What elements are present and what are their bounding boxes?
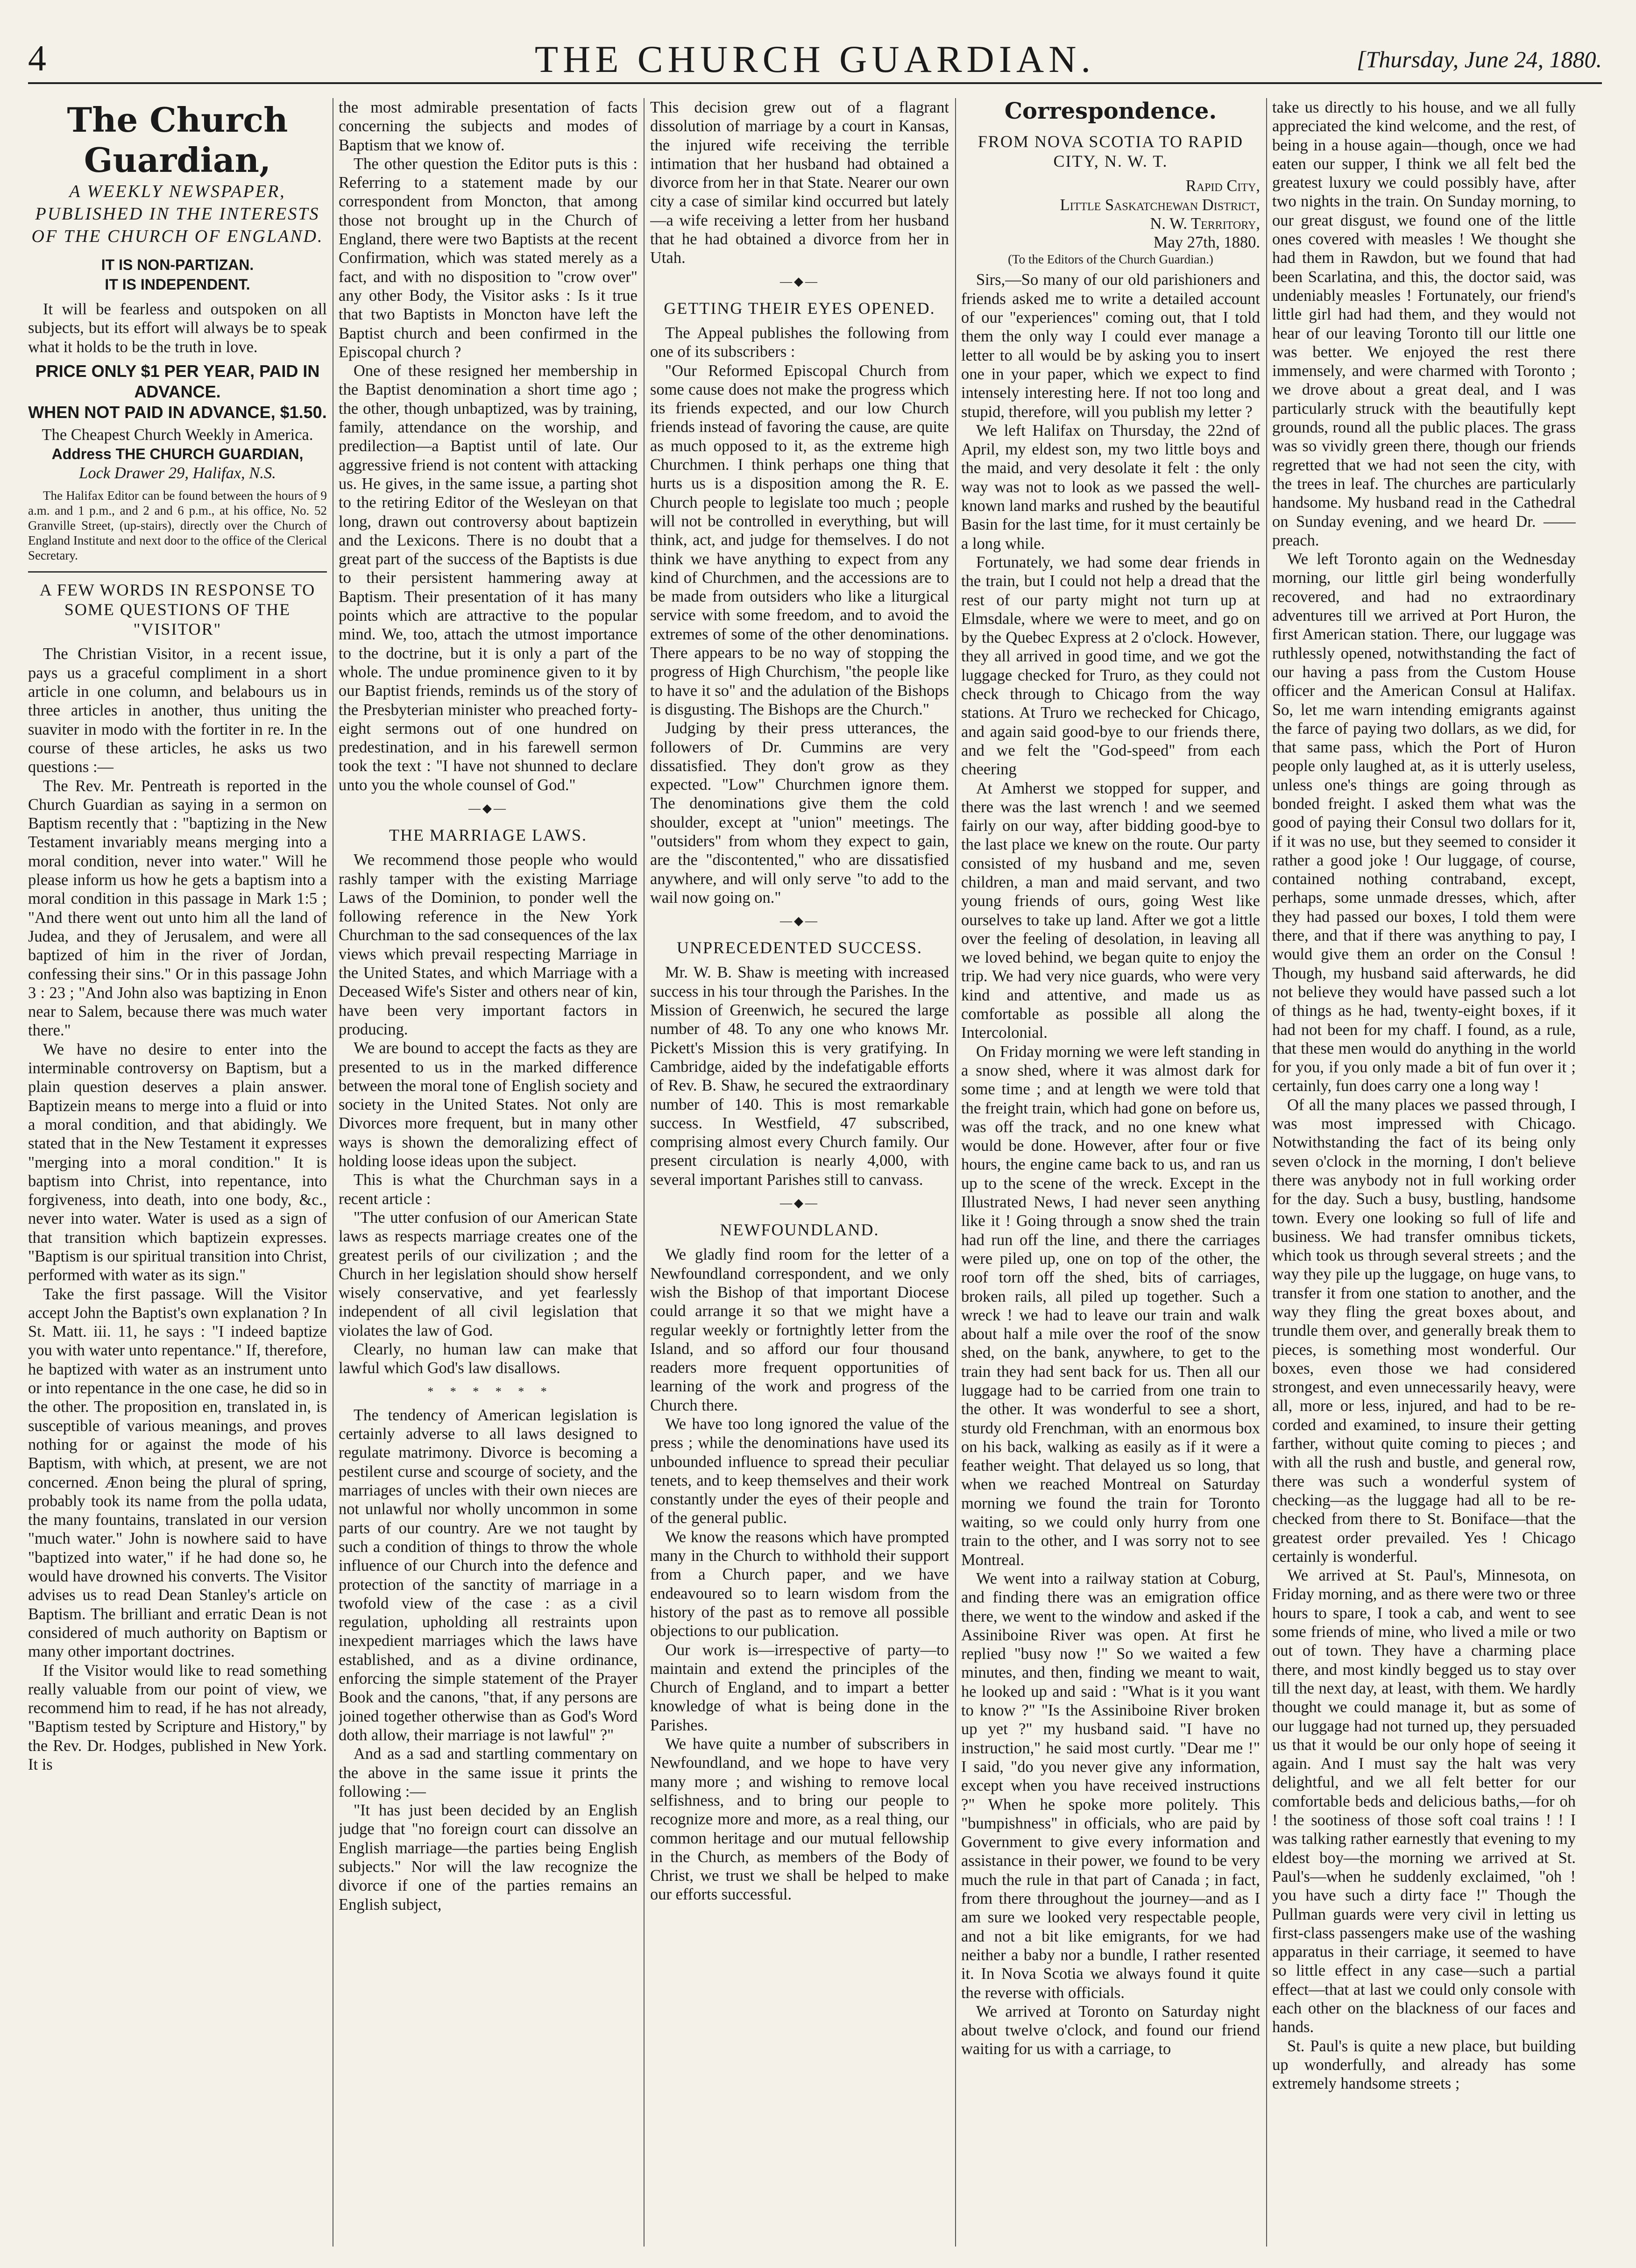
paragraph: We recommend those people who would rashly tamper with the existing Marriage Laws of the Dominion, to ponder well the following reference in the New York Churchman to the sad consequences of the lax views which prevail respecting Marriage in the United States, and which Marriage with a Deceased Wife's Sister and others near of kin, have been very important factors in producing. [339,851,637,1038]
paragraph: Judging by their press utterances, the followers of Dr. Cummins are very dissatisfied. They don't grow as they expected. "Low" Churchmen ignore them. The denominations give them the cold shoulder, except at "union" meetings. The "outsiders" from whom they expect to gain, are the "discontented," who are dissatisfied anywhere, and will only serve "to add to the wail now going on." [650,719,949,907]
paragraph: The Rev. Mr. Pentreath is reported in the Church Guardian as saying in a sermon on Baptism recently that : "baptizing in the New Testament invariably means merging into a moral condition, never into water." Will he please inform us how he gets a baptism into a moral condition in this passage in Mark 1:5 ; "And there went out unto him all the land of Judea, and they of Jerusalem, and were all baptized of him in the river of Jordan, confessing their sins." Or in this passage John 3 : 23 ; "And John also was baptizing in Enon near to Salem, because there was much water there." [28,777,327,1040]
paragraph: We left Halifax on Thursday, the 22nd of April, my eldest son, my two little boys and the maid, and very desolate it felt : the only way was not to look as we passed the well-known land marks and rushed by the beautiful Basin for the last time, for it must certainly be a long while. [961,421,1260,553]
paragraph: We have no desire to enter into the interminable controversy on Baptism, but a plain question deserves a plain answer. Baptizein means to merge into a fluid or into a moral condition, and that abidingly. We stated that in the New Testament it expresses "merging into a moral condition." It is baptism into Christ, into repentance, into forgiveness, into death, into one body, &c., never into water. Water is used as a sign of that transition which baptizein expresses. "Baptism is our spiritual transition into Christ, performed with water as its sign." [28,1040,327,1284]
masthead [28,33,1602,84]
issue-date: [Thursday, June 24, 1880. [1357,46,1602,72]
paragraph: We have too long ignored the value of the press ; while the denominations have used its unbounded influence to spread their peculiar tenets, and to keep themselves and their work constantly under the eyes of their people and of the general public. [650,1415,949,1527]
paragraph: "It has just been decided by an English judge that "no foreign court can dissolve an English marriage—the parties being English subjects." Nor will the law recognize the divorce if one of the parties remains an English subject, [339,1801,637,1914]
paragraph: "The utter confusion of our American State laws as respects marriage creates one of the greatest perils of our civilization ; and the Church in her legislation should show herself wisely conservative, and yet fearlessly independent of all civil legislation that violates the law of God. [339,1208,637,1340]
asterisk-divider: * * * * * * [427,1384,549,1398]
place-line: N. W. Territory, [1150,214,1260,233]
paragraph: Fortunately, we had some dear friends in the train, but I could not help a dread that the rest of our party might not turn up at Elmsdale, where we were to meet, and go on by the Quebec Express at 2 o'clock. However, they all arrived in good time, and we got the luggage checked for Truro, as they could not check through to Chicago from the way stations. At Truro we rechecked for Chicago, and again said good-bye to our friends there, and we felt the "God-speed" from each cheering [961,553,1260,779]
paragraph: We went into a railway station at Coburg, and finding there was an emigration office there, we went to the window and asked if the Assiniboine River was open. At first he replied "busy now !" So we waited a few minutes, and then, finding we meant to wait, he looked up and said : "What is it you want to know ?" "Is the Assiniboine River broken up yet ?" my husband said. "I have no instruction," he said most curtly. "Dear me !" I said, "do you never give any information, except when you have received instructions ?" When he spoke more politely. This "bumpishness" in officials, who are paid by Government to give every information and assistance in their power, we found to be very much the rule in that part of Canada ; in fact, from there throughout the journey—and as I am sure we looked very respectable people, and not a bit like emigrants, for we had neither a baby nor a bundle, I rather resented it. In Nova Scotia we always found it quite the reverse with officials. [961,1569,1260,2002]
column-rule [1266,98,1267,2247]
paragraph: We arrived at St. Paul's, Minnesota, on Friday morning, and as there were two or three hours to spare, I took a cab, and went to see some friends of mine, who lived a mile or two out of town. They have a charming place there, and most kindly begged us to stay over till the next day, at least, with them. We hardly thought we could manage it, but as some of our luggage had not turned up, they persuaded us that it would be our only hope of seeing it again. And I must say the halt was very delightful, and we all felt better for our comfortable beds and delicious baths,—for oh ! the sootiness of those soft coal trains ! ! I was talking rather earnestly that evening to my eldest boy—the morning we arrived at St. Paul's—when he suddenly exclaimed, "oh ! you have such a dirty face !" Though the Pullman guards were very civil in letting us first-class passengers make use of the washing apparatus in their carriage, it seemed to have so little effect in any case—such a partial effect—that at last we could only console with each other on the blackness of our faces and hands. [1272,1566,1576,2036]
price-line-1: PRICE ONLY $1 PER YEAR, PAID IN ADVANCE. [35,361,320,401]
column-4 [961,98,1260,2251]
page-number: 4 [28,38,46,78]
tagline: A WEEKLY NEWSPAPER, PUBLISHED IN THE INTERESTS OF THE CHURCH OF ENGLAND. [31,182,324,246]
place-line: Rapid City, [1185,177,1260,195]
article-title-eyes-opened: GETTING THEIR EYES OPENED. [664,298,935,318]
column-1 [28,98,327,2251]
paragraph: We are bound to accept the facts as they are presented to us in the marked difference between the moral tone of English society and society in the United States. Not only are Divorces more frequent, but in many other ways is shown the demoralizing effect of holding loose ideas upon the subject. [339,1039,637,1170]
paragraph: If the Visitor would like to read something really valuable from our point of view, we recommend him to read, if he has not already, "Baptism tested by Scripture and History," by the Rev. Dr. Hodges, published in New York. It is [28,1661,327,1773]
paragraph: St. Paul's is quite a new place, but building up wonderfully, and already has some extremely handsome streets ; [1272,2037,1576,2093]
correspondence-heading: Correspondence. [1004,98,1217,124]
paragraph: We know the reasons which have prompted many in the Church to withhold their support from a Church paper, and we have endeavoured so to learn wisdom from the history of the past as to remove all possible objections to our publication. [650,1528,949,1640]
column-rule [955,98,956,2247]
editor-note: The Halifax Editor can be found between the hours of 9 a.m. and 1 p.m., and 2 and 6 p.m., at his office, No. 52 Granville Street, (up-stairs), directly over the Church of England Institute and next door to the office of the Clerical Secretary. [28,489,327,563]
paragraph: Take the first passage. Will the Visitor accept John the Baptist's own explanation ? In St. Matt. iii. 11, he says : "I indeed baptize you with water unto repentance." If, therefore, he baptized with water as an instrument unto or into repentance in the one case, he did so in the other. The proposition en, translated in, is susceptible of various meanings, and proves nothing for or against the mode of his Baptism, with which, at present, we are not concerned. Ænon being the plural of spring, probably took its name from the polla udata, the many fountains, translated in our version "much water." John is nowhere said to have "baptized into water," if he had done so, he would have drowned his converts. The Visitor advises us to read Dean Stanley's article on Baptism. The brilliant and erratic Dean is not considered of much authority on Baptism or many other important doctrines. [28,1285,327,1661]
paragraph: On Friday morning we were left standing in a snow shed, where it was almost dark for some time ; and at length we were told that the freight train, which had gone on before us, was off the track, and no one knew what would be done. However, after four or five hours, the engine came back to us, and ran us up to the scene of the wreck. Except in the Illustrated News, I had never seen anything like it ! Going through a snow shed the train had run off the line, and there the carriages were piled up, one on top of the other, the roof torn off the shed, bits of carriages, broken rails, all piled up together. Such a wreck ! we had to leave our train and walk about half a mile over the roof of the snow shed, on the bank, anywhere, to get to the train they had sent back for us. Then all our luggage had to be carried from one train to the other. It was wonderful to see a short, sturdy old Frenchman, with an enormous box on his back, walking as easily as if it were a feather weight. That delayed us so long, that when we reached Montreal on Saturday morning we found the train for Toronto waiting, so we could only hurry from one train to the other, and I was sorry not to see Montreal. [961,1042,1260,1569]
independent-label: IT IS INDEPENDENT. [105,276,250,293]
price-line-2: WHEN NOT PAID IN ADVANCE, $1.50. [28,402,327,422]
article-title-newfoundland: NEWFOUNDLAND. [720,1220,879,1240]
to-editors: (To the Editors of the Church Guardian.) [1008,252,1213,267]
paragraph: "Our Reformed Episcopal Church from some cause does not make the progress which its friends expected, and our low Church friends instead of favoring the cause, are quite as much opposed to it, as the extreme high Churchmen. I think perhaps one thing that hurts us is a disposition among the R. E. Church people to legislate too much ; people will not be controlled in everything, but will think, act, and judge for themselves. I do not think we have anything to expect from any kind of Churchmen, and the accessions are to be made from outsiders who like a liturgical service with some freedom, and to avoid the extremes of some of the other denominations. There appears to be no way of stopping the progress of High Churchism, "the people like to have it so" and the adulation of the Bishops is disgusting. The Bishops are the Church." [650,361,949,718]
paragraph: Mr. W. B. Shaw is meeting with increased success in his tour through the Parishes. In the Mission of Greenwich, he secured the large number of 48. To any one who knows Mr. Pickett's Mission this is very gratifying. In Cambridge, aided by the indefatigable efforts of Rev. B. Shaw, he secured the extraordinary number of 140. This is most remarkable success. In Westfield, 47 subscribed, comprising almost every Church family. Our present circulation is nearly 4,000, with several important Parishes still to canvass. [650,964,949,1189]
paragraph: The other question the Editor puts is this : Referring to a statement made by our correspondent from Moncton, that among those not brought up in the Church of England, there were two Baptists at the recent Confirmation, which was stated merely as a fact, and with no disposition to "crow over" any other Body, the Visitor asks : Is it true that two Baptists in Moncton have left the Baptist church and been confirmed in the Episcopal church ? [339,155,637,361]
policy-text: It will be fearless and outspoken on all subjects, but its effort will always be to speak what it holds to be the truth in love. [28,300,327,356]
cheapest-line: The Cheapest Church Weekly in America. [42,425,313,444]
ornament-divider: —◆— [468,801,508,815]
column-2 [339,98,637,2251]
paragraph: We arrived at Toronto on Saturday night about twelve o'clock, and found our friend waiting for us with a carriage, to [961,2002,1260,2058]
paragraph: the most admirable presentation of facts concerning the subjects and modes of Baptism that we know of. [339,99,637,154]
paragraph: Sirs,—So many of our old parishioners and friends asked me to write a detailed account of our "experiences" coming out, that I told them the only way I could ever manage a letter to all would be by asking you to insert one in your paper, which we expect to find intensely interesting here. If not too long and stupid, therefore, will you publish my letter ? [961,271,1260,421]
paragraph: One of these resigned her membership in the Baptist denomination a short time ago ; the other, though unbaptized, was by training, family, attendance on the worship, and predilection—a Baptist until of late. Our aggressive friend is not content with attacking us. He gives, in the same issue, a parting shot to the retiring Editor of the Wesleyan on that long, drawn out controversy about baptizein and the Lexicons. There is no doubt that a great part of the success of the Baptists is due to their persistent hammering away at Baptism. Their presentation of it has many points which are attractive to the popular mind. We, too, attach the utmost importance to the doctrine, but it is only a part of the whole. The undue prominence given to it by our Baptist friends, reminds us of the story of the Presbyterian minister who preached forty-eight sermons out of one hundred on predestination, and in his farewell sermon took the text : "I have not shunned to declare unto you the whole counsel of God." [339,362,637,794]
paragraph: We gladly find room for the letter of a Newfoundland correspondent, and we only wish the Bishop of that important Diocese could arrange it so that we might have a regular weekly or fortnightly letter from the Island, and so afford our four thousand readers more frequent opportunities of learning of the work and progress of the Church there. [650,1246,949,1414]
paragraph: take us directly to his house, and we all fully appreciated the kind welcome, and the rest, of being in a house again—though, once we had eaten our supper, I think we all felt bed the greatest luxury we could possibly have, after two nights in the train. On Sunday morning, to our great disgust, we found one of the little ones covered with measles ! We thought she had them in Rawdon, but we found that had been Scarlatina, and this, the doctor said, was undeniably measles ! Fortunately, our friend's little girl had had them, and they would not hear of our leaving Toronto till our little one was better. We enjoyed the rest there immensely, and were charmed with Toronto ; we drove about a great deal, and I was particularly struck with the beautifully kept grounds, round all the public places. The grass was so vividly green there, though our friends regretted that we had not seen the city, with the trees in leaf. The churches are particularly handsome. My husband read in the Cathedral on Sunday evening, and we heard Dr. —— preach. [1272,99,1576,549]
non-partizan-label: IT IS NON-PARTIZAN. [101,256,254,273]
ornament-divider: —◆— [780,1196,819,1210]
paragraph: Of all the many places we passed through, I was most impressed with Chicago. Notwithstanding the fact of its being only seven o'clock in the morning, I don't believe there was anybody not in full working order for the day. Such a busy, bustling, handsome town. Every one looking so full of life and business. We had transfer omnibus tickets, which took us through several streets ; and the way they pile up the luggage, on huge vans, to transfer it from one station to another, and the way they fling the great boxes about, and trundle them over, and generally break them to pieces, is something most wonderful. Our boxes, even those we had considered strongest, and even unnecessarily heavy, were all, more or less, injured, and had to be re-corded and examined, to insure their getting farther, without quite coming to pieces ; and with all the rush and bustle, and general row, there was such a wonderful system of checking—as the luggage had all to be re-checked from there to St. Boniface—that the greatest order prevailed. Yes ! Chicago certainly is wonderful. [1272,1096,1576,1566]
newspaper-title: THE CHURCH GUARDIAN. [535,38,1095,80]
address-line: Address THE CHURCH GUARDIAN, [51,446,304,463]
place-line: Little Saskatchewan District, [1060,196,1260,214]
ornament-divider: —◆— [780,914,819,928]
paragraph: Clearly, no human law can make that lawful which God's law disallows. [339,1340,637,1377]
paragraph: This is what the Churchman says in a recent article : [339,1171,637,1208]
paragraph: We left Toronto again on the Wednesday morning, our little girl being wonderfully recovered, and had no extraordinary adventures till we arrived at Port Huron, the first American station. There, our luggage was ruthlessly opened, notwithstanding the fact of our having a pass from the Custom House officer and the American Consul at Halifax. So, let me warn intending emigrants against the farce of paying two dollars, as we did, for that same pass, which the Port of Huron people only laughed at, as it is utterly useless, unless one's things are going through as bonded freight. I asked them what was the good of paying their Consul two dollars for it, if it was no use, but they seemed to consider it rather a good joke ! Our luggage, of course, contained nothing contraband, except, perhaps, some unmade dresses, which, after they had passed our boxes, I told them were there, and that if there was anything to pay, I would give them an order on the Consul ! Though, my husband said afterwards, he did not believe they would have passed such a lot of things as he had, twenty-eight boxes, if it had not been for my chaff. I found, as a rule, that these men would do anything in the world for you, if you only made a bit of fun over it ; certainly, fun does carry one a long way ! [1272,550,1576,1095]
article-title-visitor: A FEW WORDS IN RESPONSE TO SOME QUESTIONS OF THE "VISITOR" [39,581,316,639]
letter-date: May 27th, 1880. [1153,234,1260,252]
paragraph: The Appeal publishes the following from one of its subscribers : [650,324,949,361]
paragraph: This decision grew out of a flagrant dissolution of marriage by a court in Kansas, the injured wife receiving the terrible intimation that her husband had obtained a divorce from her in that State. Nearer our own city a case of similar kind occurred but lately—a wife receiving a letter from her husband that he had obtained a divorce from her in Utah. [650,99,949,267]
article-title-marriage: THE MARRIAGE LAWS. [389,826,588,845]
column-5 [1272,98,1576,2251]
divider [28,571,327,573]
paragraph: The tendency of American legislation is certainly adverse to all laws designed to regulate matrimony. Divorce is becoming a pestilent curse and scourge of society, and the marriages of uncles with their own nieces are not unlawful nor wholly uncommon in some parts of our country. Are we not taught by such a condition of things to throw the whole influence of our Church into the defence and protection of the sanctity of marriage in a twofold view of the case : as a civil regulation, upholding all restraints upon inexpedient marriages which the laws have established, and as a divine ordinance, enforcing the simple statement of the Prayer Book and the canons, "that, if any persons are joined together otherwise than as God's Word doth allow, their marriage is not lawful" ?" [339,1406,637,1744]
paper-name: The Church Guardian, [67,100,288,180]
ornament-divider: —◆— [780,274,819,288]
article-title-success: UNPRECEDENTED SUCCESS. [676,938,923,957]
paragraph: And as a sad and startling commentary on the above in the same issue it prints the following :— [339,1745,637,1800]
column-3 [650,98,949,2251]
paragraph: We have quite a number of subscribers in Newfoundland, and we hope to have very many more ; and wishing to remove local selfishness, and to bring our people to recognize more and more, as a real thing, our common heritage and our mutual fellowship in the Church, as members of the Body of Christ, we trust we shall be helped to make our efforts successful. [650,1735,949,1904]
lock-drawer: Lock Drawer 29, Halifax, N.S. [79,464,276,482]
paragraph: At Amherst we stopped for supper, and there was the last wrench ! and we seemed fairly on our way, after bidding good-bye to the last place we knew on the route. Our party consisted of my husband and me, seven children, a man and maid servant, and two young friends of ours, going West like ourselves to take up land. After we got a little over the feeling of desolation, in leaving all we loved behind, we began quite to enjoy the trip. We had very nice guards, who were very kind and attentive, and made us as comfortable as possible all along the Intercolonial. [961,779,1260,1042]
article-title-rapid-city: FROM NOVA SCOTIA TO RAPID CITY, N. W. T. [977,132,1244,171]
paragraph: The Christian Visitor, in a recent issue, pays us a graceful compliment in a short article in one column, and belabours us in three articles in another, thus uniting the suaviter in modo with the fortiter in re. In the course of these articles, he asks us two questions :— [28,645,327,776]
paragraph: Our work is—irrespective of party—to maintain and extend the principles of the Church of England, and to impart a better knowledge of what is being done in the Parishes. [650,1641,949,1734]
